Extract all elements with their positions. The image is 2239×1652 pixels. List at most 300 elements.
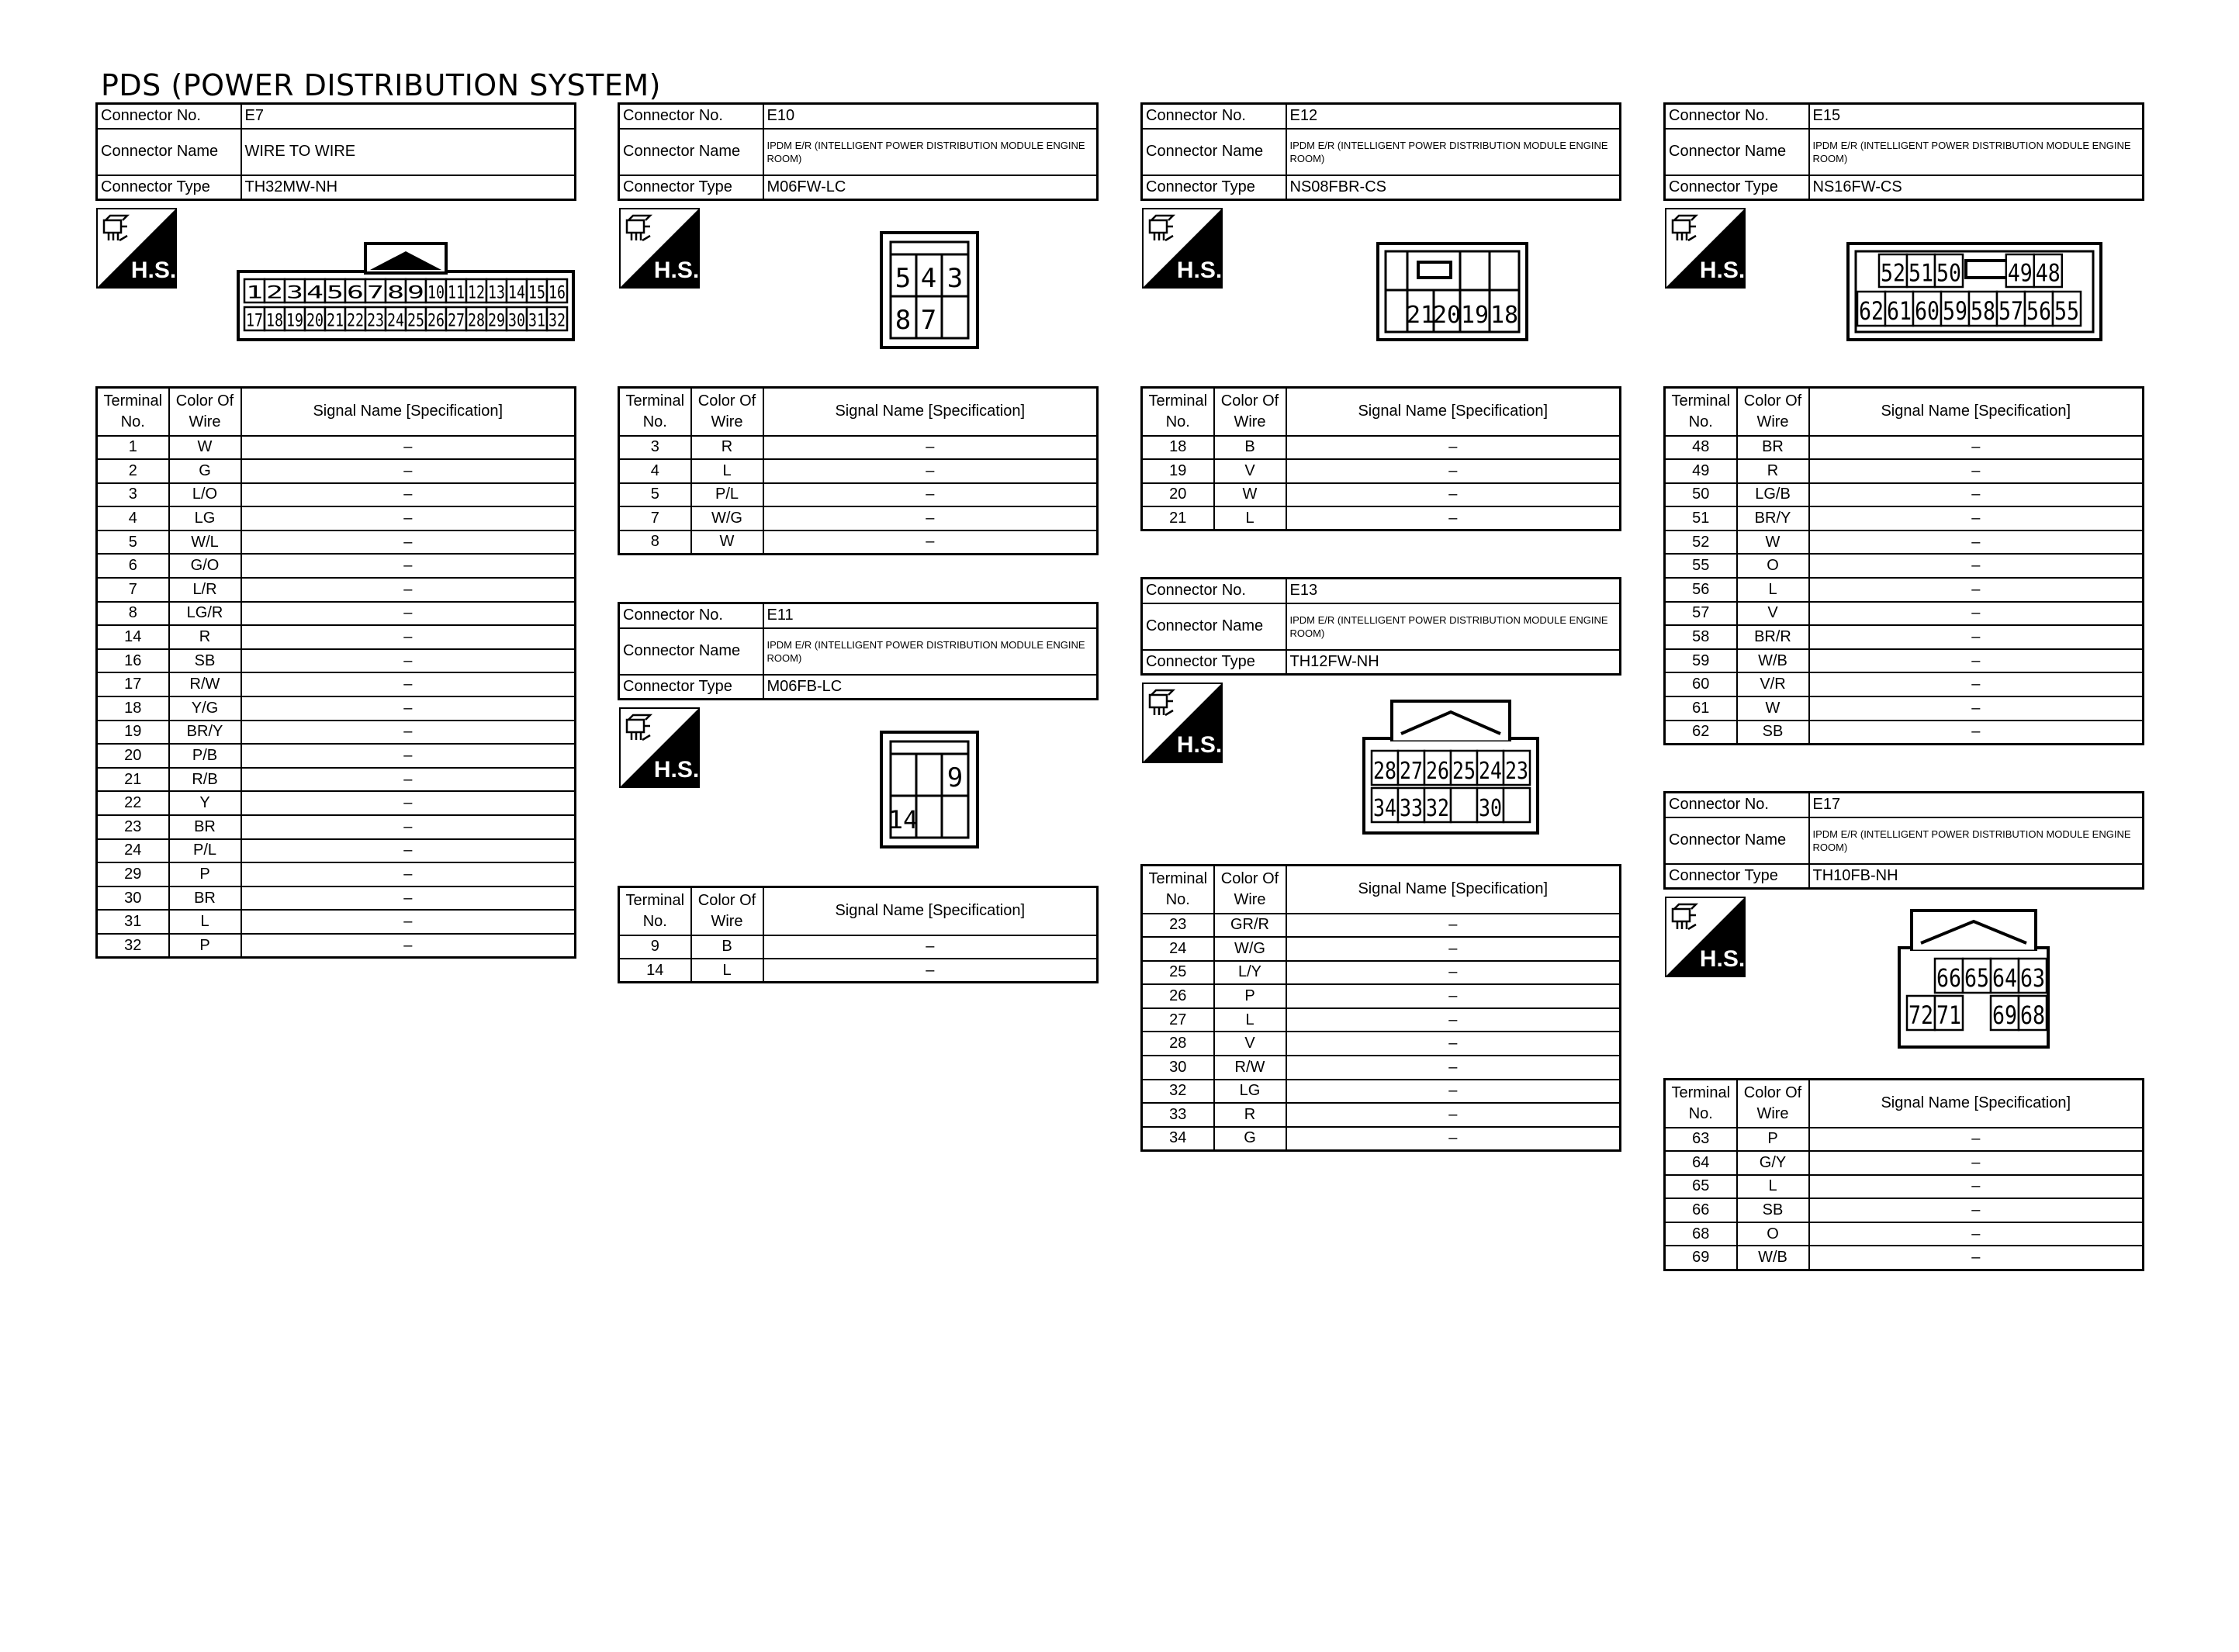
terminal-no: 32 (97, 934, 169, 958)
cavity-label: 69 (1992, 1001, 2017, 1031)
terminal-no: 56 (1665, 578, 1737, 602)
table-row (1665, 483, 2144, 507)
info-label: Connector Type (1665, 175, 1809, 200)
wire-color: P/L (169, 839, 241, 863)
wire-color: L (169, 910, 241, 934)
terminal-no: 60 (1665, 672, 1737, 696)
wire-color: P (169, 862, 241, 886)
table-row (1665, 625, 2144, 649)
connector-diagram-e12 (1376, 242, 1528, 341)
wire-color: W/L (169, 531, 241, 555)
signal-name: – (1809, 1151, 2144, 1175)
signal-name: – (241, 459, 576, 483)
cavity-label: 32 (1426, 795, 1449, 823)
connector-info-table (1663, 791, 2144, 890)
signal-name: – (1286, 937, 1621, 961)
signal-name: – (1809, 721, 2144, 745)
terminal-table-e11 (618, 886, 1099, 983)
cavity-label: 63 (2020, 963, 2045, 994)
column-header: Color Of Wire (1214, 866, 1286, 914)
wire-color: L (1737, 1175, 1809, 1199)
signal-name: – (241, 531, 576, 555)
wire-color: L (691, 959, 763, 983)
column-header: Signal Name [Specification] (1286, 866, 1621, 914)
info-label: Connector Name (619, 129, 763, 175)
terminal-table (1140, 864, 1621, 1152)
table-row (1142, 436, 1621, 460)
column-header: Terminal No. (619, 887, 691, 935)
signal-name: – (763, 459, 1098, 483)
table-row (97, 436, 576, 460)
wire-color: LG (169, 506, 241, 531)
column-header: Color Of Wire (691, 887, 763, 935)
connector-diagram-e15 (1846, 242, 2102, 341)
cavity-label: 48 (2035, 259, 2061, 288)
table-row (97, 506, 576, 531)
table-row (1142, 984, 1621, 1008)
table-row (97, 791, 576, 815)
signal-name: – (241, 696, 576, 721)
table-row (97, 672, 576, 696)
info-value: M06FW-LC (763, 175, 1098, 200)
info-value: IPDM E/R (INTELLIGENT POWER DISTRIBUTION MODULE ENGINE ROOM) (763, 129, 1098, 175)
cavity-label: 26 (1426, 758, 1449, 786)
cavity-label: 23 (367, 310, 384, 331)
cavity-label: 65 (1964, 963, 1989, 994)
cavity-label: 1 (246, 282, 263, 303)
wire-color: L (1214, 506, 1286, 531)
connector-info-table (95, 102, 576, 201)
info-label: Connector Type (1665, 864, 1809, 889)
signal-name: – (1809, 1246, 2144, 1270)
terminal-no: 17 (97, 672, 169, 696)
info-value: IPDM E/R (INTELLIGENT POWER DISTRIBUTION MODULE ENGINE ROOM) (1809, 817, 2144, 864)
signal-name: – (1286, 1103, 1621, 1127)
info-label: Connector Name (97, 129, 241, 175)
terminal-no: 26 (1142, 984, 1214, 1008)
terminal-table-e12 (1140, 386, 1621, 531)
terminal-no: 1 (97, 436, 169, 460)
cavity-label: 14 (888, 805, 919, 835)
signal-name: – (1809, 1198, 2144, 1222)
wire-color: L (1214, 1008, 1286, 1032)
terminal-no: 58 (1665, 625, 1737, 649)
table-row (1665, 459, 2144, 483)
signal-name: – (241, 578, 576, 602)
signal-name: – (1286, 984, 1621, 1008)
signal-name: – (1286, 483, 1621, 507)
info-label: Connector No. (619, 603, 763, 628)
signal-name: – (1286, 961, 1621, 985)
signal-name: – (241, 744, 576, 768)
terminal-no: 51 (1665, 506, 1737, 531)
info-value: NS08FBR-CS (1286, 175, 1621, 200)
table-row (97, 862, 576, 886)
cavity-label: 52 (1881, 259, 1905, 288)
column-header: Signal Name [Specification] (763, 388, 1098, 436)
terminal-no: 18 (1142, 436, 1214, 460)
terminal-no: 2 (97, 459, 169, 483)
table-row (619, 459, 1098, 483)
signal-name: – (241, 791, 576, 815)
cavity-label: 26 (427, 310, 445, 331)
terminal-no: 25 (1142, 961, 1214, 985)
signal-name: – (1809, 672, 2144, 696)
signal-name: – (241, 886, 576, 911)
signal-name: – (1809, 625, 2144, 649)
signal-name: – (763, 436, 1098, 460)
signal-name: – (1286, 506, 1621, 531)
table-row (619, 483, 1098, 507)
terminal-no: 27 (1142, 1008, 1214, 1032)
column-header: Terminal No. (619, 388, 691, 436)
cavity-label: 30 (1479, 795, 1502, 823)
column-header: Color Of Wire (691, 388, 763, 436)
signal-name: – (241, 934, 576, 958)
signal-name: – (241, 910, 576, 934)
cavity-label: 66 (1936, 963, 1961, 994)
table-row (97, 886, 576, 911)
cavity-label: 11 (448, 282, 465, 303)
cavity-label: 22 (347, 310, 364, 331)
hs-badge-text: H.S. (1176, 257, 1223, 283)
wire-color: GR/R (1214, 914, 1286, 938)
cavity-label: 9 (407, 282, 424, 303)
terminal-table (1140, 386, 1621, 531)
terminal-no: 28 (1142, 1032, 1214, 1056)
wire-color: P/L (691, 483, 763, 507)
terminal-no: 23 (1142, 914, 1214, 938)
info-value: TH12FW-NH (1286, 650, 1621, 675)
column-header: Signal Name [Specification] (1286, 388, 1621, 436)
wire-color: W (1214, 483, 1286, 507)
info-value: E15 (1809, 104, 2144, 129)
wire-color: SB (169, 649, 241, 673)
terminal-table-e15 (1663, 386, 2144, 745)
cavity-label: 13 (488, 282, 505, 303)
cavity-label: 55 (2054, 296, 2079, 327)
table-row (97, 602, 576, 626)
info-label: Connector Type (1142, 650, 1286, 675)
wire-color: Y/G (169, 696, 241, 721)
wire-color: W/B (1737, 649, 1809, 673)
signal-name: – (241, 862, 576, 886)
table-row (1665, 554, 2144, 578)
cavity-label: 12 (468, 282, 485, 303)
terminal-table (618, 386, 1099, 555)
signal-name: – (1809, 696, 2144, 721)
info-label: Connector No. (1665, 104, 1809, 129)
harness-side-icon (1142, 208, 1223, 289)
terminal-no: 20 (1142, 483, 1214, 507)
cavity-label: 15 (528, 282, 545, 303)
wire-color: BR (1737, 436, 1809, 460)
terminal-table (95, 386, 576, 959)
connector-info-table (1663, 102, 2144, 201)
wire-color: B (691, 935, 763, 959)
column-header: Color Of Wire (1737, 1080, 1809, 1128)
table-row (1665, 649, 2144, 673)
cavity-label: 50 (1936, 259, 1961, 288)
terminal-no: 24 (1142, 937, 1214, 961)
connector-info-e10 (618, 102, 1099, 201)
table-row (97, 696, 576, 721)
terminal-table (1663, 386, 2144, 745)
terminal-table (1663, 1078, 2144, 1271)
terminal-table-e7 (95, 386, 576, 959)
terminal-no: 59 (1665, 649, 1737, 673)
table-row (97, 910, 576, 934)
table-row (97, 839, 576, 863)
table-row (1142, 961, 1621, 985)
terminal-no: 5 (97, 531, 169, 555)
connector-diagram-e17 (1898, 909, 2050, 1049)
cavity-label: 31 (528, 310, 545, 331)
table-row (97, 483, 576, 507)
table-row (97, 578, 576, 602)
cavity-label: 21 (1406, 302, 1435, 329)
signal-name: – (241, 483, 576, 507)
cavity-label: 19 (1460, 302, 1490, 329)
info-label: Connector Type (97, 175, 241, 200)
wire-color: BR/R (1737, 625, 1809, 649)
cavity-label: 23 (1505, 758, 1528, 786)
terminal-no: 4 (619, 459, 691, 483)
terminal-no: 20 (97, 744, 169, 768)
wire-color: O (1737, 554, 1809, 578)
column-header: Color Of Wire (1214, 388, 1286, 436)
harness-side-icon (1142, 683, 1223, 763)
signal-name: – (763, 483, 1098, 507)
column-header: Signal Name [Specification] (1809, 388, 2144, 436)
wire-color: V (1737, 602, 1809, 626)
info-value: NS16FW-CS (1809, 175, 2144, 200)
wire-color: P/B (169, 744, 241, 768)
cavity (1504, 788, 1530, 822)
connector-info-table (1140, 577, 1621, 676)
signal-name: – (241, 672, 576, 696)
terminal-no: 68 (1665, 1222, 1737, 1246)
connector-info-e7 (95, 102, 576, 201)
info-value: E13 (1286, 579, 1621, 603)
signal-name: – (241, 649, 576, 673)
cavity-label: 58 (1971, 296, 1995, 327)
column-header: Terminal No. (1665, 388, 1737, 436)
hs-badge-text: H.S. (130, 257, 177, 283)
connector-info-e15 (1663, 102, 2144, 201)
terminal-no: 3 (97, 483, 169, 507)
cavity-label: 28 (1373, 758, 1396, 786)
signal-name: – (1286, 1127, 1621, 1151)
table-row (619, 506, 1098, 531)
signal-name: – (1809, 578, 2144, 602)
terminal-no: 7 (97, 578, 169, 602)
cavity-label: 16 (549, 282, 566, 303)
info-value: E11 (763, 603, 1098, 628)
signal-name: – (1809, 1222, 2144, 1246)
table-row (619, 531, 1098, 555)
info-value: IPDM E/R (INTELLIGENT POWER DISTRIBUTION MODULE ENGINE ROOM) (1286, 129, 1621, 175)
table-row (1665, 1175, 2144, 1199)
info-value: IPDM E/R (INTELLIGENT POWER DISTRIBUTION MODULE ENGINE ROOM) (1286, 603, 1621, 650)
cavity-label: 19 (286, 310, 303, 331)
info-value: E7 (241, 104, 576, 129)
cavity-label: 24 (387, 310, 404, 331)
cavity-label: 62 (1859, 296, 1884, 327)
terminal-no: 21 (1142, 506, 1214, 531)
wire-color: LG (1214, 1080, 1286, 1104)
hs-badge-text: H.S. (653, 257, 700, 283)
info-label: Connector Name (1665, 129, 1809, 175)
cavity-label: 57 (1998, 296, 2023, 327)
terminal-no: 7 (619, 506, 691, 531)
table-row (1665, 506, 2144, 531)
hs-badge-text: H.S. (1699, 257, 1746, 283)
cavity-label: 68 (2020, 1001, 2045, 1031)
cavity-label: 29 (488, 310, 505, 331)
cavity-label: 71 (1936, 1001, 1961, 1031)
table-row (1665, 1128, 2144, 1152)
cavity-label: 21 (327, 310, 344, 331)
wire-color: W (691, 531, 763, 555)
terminal-no: 6 (97, 554, 169, 578)
column-header: Color Of Wire (1737, 388, 1809, 436)
table-row (97, 625, 576, 649)
table-row (1142, 1080, 1621, 1104)
cavity-label: 64 (1992, 963, 2017, 994)
terminal-no: 33 (1142, 1103, 1214, 1127)
cavity-label: 72 (1909, 1001, 1933, 1031)
table-row (619, 935, 1098, 959)
cavity-label: 3 (286, 282, 303, 303)
cavity-label: 8 (387, 282, 404, 303)
info-value: WIRE TO WIRE (241, 129, 576, 175)
signal-name: – (1809, 1128, 2144, 1152)
info-label: Connector Name (619, 628, 763, 675)
connector-info-table (1140, 102, 1621, 201)
terminal-no: 65 (1665, 1175, 1737, 1199)
terminal-no: 69 (1665, 1246, 1737, 1270)
table-row (1142, 1127, 1621, 1151)
wire-color: G/Y (1737, 1151, 1809, 1175)
connector-diagram-e7 (237, 240, 575, 341)
signal-name: – (1286, 1032, 1621, 1056)
cavity-label: 27 (1400, 758, 1423, 786)
column-header: Terminal No. (97, 388, 169, 436)
connector-info-e11 (618, 602, 1099, 700)
column-header: Signal Name [Specification] (763, 887, 1098, 935)
table-row (97, 768, 576, 792)
terminal-no: 49 (1665, 459, 1737, 483)
cavity-label: 56 (2026, 296, 2051, 327)
terminal-no: 62 (1665, 721, 1737, 745)
info-value: E10 (763, 104, 1098, 129)
signal-name: – (1809, 459, 2144, 483)
terminal-no: 8 (619, 531, 691, 555)
wire-color: V (1214, 1032, 1286, 1056)
table-row (97, 459, 576, 483)
table-row (97, 649, 576, 673)
cavity-label: 34 (1373, 795, 1396, 823)
cavity-label: 20 (1432, 302, 1462, 329)
terminal-no: 19 (1142, 459, 1214, 483)
signal-name: – (1809, 1175, 2144, 1199)
wire-color: P (169, 934, 241, 958)
wire-color: Y (169, 791, 241, 815)
table-row (1665, 1222, 2144, 1246)
cavity-label: 5 (895, 263, 912, 294)
terminal-no: 63 (1665, 1128, 1737, 1152)
table-row (1665, 696, 2144, 721)
wire-color: BR (169, 815, 241, 839)
signal-name: – (763, 506, 1098, 531)
info-label: Connector Type (619, 675, 763, 700)
info-label: Connector No. (619, 104, 763, 129)
wire-color: B (1214, 436, 1286, 460)
signal-name: – (241, 436, 576, 460)
cavity-label: 18 (1490, 302, 1519, 329)
signal-name: – (1809, 531, 2144, 555)
harness-side-icon (96, 208, 177, 289)
info-value: M06FB-LC (763, 675, 1098, 700)
terminal-table-e10 (618, 386, 1099, 555)
cavity-label: 33 (1400, 795, 1423, 823)
signal-name: – (1809, 506, 2144, 531)
cavity-label: 2 (266, 282, 283, 303)
cavity-label: 17 (246, 310, 263, 331)
terminal-no: 57 (1665, 602, 1737, 626)
info-label: Connector No. (97, 104, 241, 129)
info-value: E12 (1286, 104, 1621, 129)
terminal-no: 52 (1665, 531, 1737, 555)
info-value: E17 (1809, 793, 2144, 817)
wire-color: P (1737, 1128, 1809, 1152)
wire-color: LG/B (1737, 483, 1809, 507)
signal-name: – (241, 506, 576, 531)
cavity-label: 28 (468, 310, 485, 331)
signal-name: – (241, 554, 576, 578)
harness-side-icon (1665, 897, 1746, 977)
table-row (1665, 1198, 2144, 1222)
hs-badge-text: H.S. (1699, 946, 1746, 972)
column-header: Terminal No. (1142, 866, 1214, 914)
table-row (97, 934, 576, 958)
table-row (1665, 602, 2144, 626)
column-header: Color Of Wire (169, 388, 241, 436)
table-row (1665, 721, 2144, 745)
cavity-label: 32 (549, 310, 566, 331)
wire-color: R/B (169, 768, 241, 792)
terminal-no: 34 (1142, 1127, 1214, 1151)
wire-color: BR/Y (169, 721, 241, 745)
column-header: Terminal No. (1142, 388, 1214, 436)
terminal-no: 4 (97, 506, 169, 531)
cavity-label: 49 (2007, 259, 2033, 288)
signal-name: – (763, 531, 1098, 555)
table-row (1665, 1151, 2144, 1175)
connector-diagram-e13 (1362, 700, 1539, 835)
table-row (1142, 459, 1621, 483)
table-row (1665, 1246, 2144, 1270)
info-value: IPDM E/R (INTELLIGENT POWER DISTRIBUTION MODULE ENGINE ROOM) (1809, 129, 2144, 175)
info-label: Connector Name (1142, 603, 1286, 650)
wire-color: G (1214, 1127, 1286, 1151)
connector-diagram-e10 (880, 231, 979, 349)
table-row (97, 721, 576, 745)
wire-color: SB (1737, 721, 1809, 745)
signal-name: – (1809, 554, 2144, 578)
table-row (97, 554, 576, 578)
